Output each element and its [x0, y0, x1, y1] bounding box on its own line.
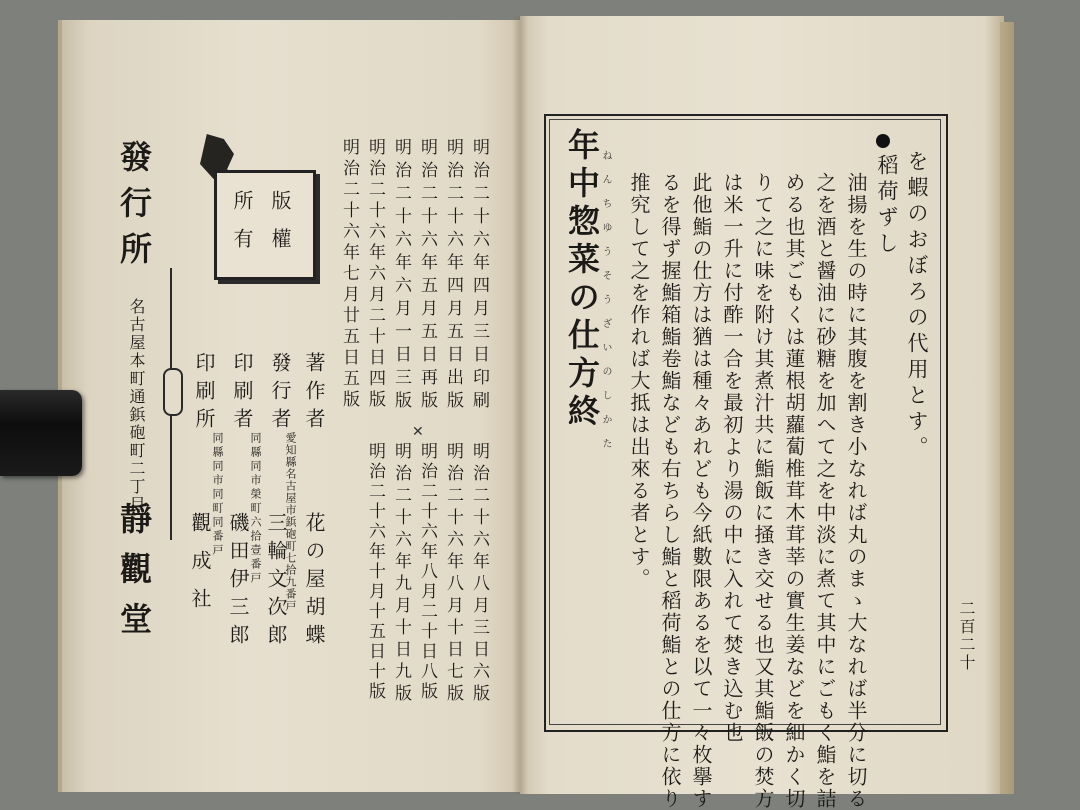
date-top-6: 明治二十六年七月廿五日五版 — [339, 138, 359, 411]
date-bottom-1: 明治二十六年八月三日六版 — [469, 442, 489, 706]
end-title: 年中惣菜の仕方終 — [563, 128, 601, 432]
bullet-icon — [876, 134, 890, 148]
rule-ornament — [163, 368, 183, 416]
publisher-label: 發行所 — [115, 140, 153, 278]
body-column-6: りて之に味を附け其煮汁共に鮨飯に掻き交せる也又其鮨飯の焚方 — [751, 172, 775, 810]
page-edge — [1000, 22, 1014, 794]
credit-author-name: 花の屋胡蝶 — [302, 512, 326, 652]
credit-printer-name: 磯田伊三郎 — [226, 512, 250, 652]
date-bottom-3: 明治二十六年八月二十日八版 — [417, 442, 437, 702]
body-column-4: 之を酒と醤油に砂糖を加へて之を中淡に煮て其中にごもく鮨を詰 — [813, 172, 837, 810]
body-column-5: める也其ごもくは蓮根胡蘿蔔椎茸木茸莘の實生姜などを細かく切 — [782, 172, 806, 810]
date-top-3: 明治二十六年五月五日再版 — [417, 138, 437, 414]
date-bottom-4: 明治二十六年九月十日九版 — [391, 442, 411, 706]
credit-publisher-role: 發行者 — [268, 352, 292, 436]
credit-printer-detail: 同縣同市榮町六拾壹番戸 — [249, 432, 262, 586]
publisher-name: 靜觀堂 — [115, 502, 153, 652]
credit-publisher-name: 三輪文次郎 — [264, 512, 288, 652]
date-bottom-5: 明治二十六年十月十五日十版 — [365, 442, 385, 702]
binder-clip — [0, 390, 82, 476]
credit-press-role: 印刷所 — [192, 352, 216, 436]
credit-press-name: 觀成社 — [188, 512, 212, 626]
end-title-ruby: ねんちゆうそうざいのしかた — [600, 150, 611, 462]
ornament-mark: ✕ — [412, 424, 424, 440]
date-top-2: 明治二十六年四月五日出版 — [443, 138, 463, 414]
credit-author-role: 著作者 — [302, 352, 326, 436]
body-column-10: 推究して之を作れば大抵は出來る者とす。 — [627, 172, 651, 590]
credit-press-detail: 同縣同市同町同番戸 — [211, 432, 224, 558]
date-bottom-2: 明治二十六年八月十日七版 — [443, 442, 463, 706]
book-gutter — [512, 16, 528, 794]
credit-printer-role: 印刷者 — [230, 352, 254, 436]
body-column-7: は米一升に付酢一合を最初より湯の中に入れて焚き込む也 — [720, 172, 744, 744]
seal-text-left: 所有 — [230, 190, 254, 266]
date-top-5: 明治二十六年六月二十日四版 — [365, 138, 385, 411]
publisher-address: 名古屋本町通鋲砲町二丁目 — [127, 298, 146, 514]
seal-text-right: 版權 — [268, 190, 292, 266]
body-column-1: を蝦のおぼろの代用とす。 — [905, 150, 929, 462]
date-top-4: 明治二十六年六月一日三版 — [391, 138, 411, 414]
credit-publisher-detail: 愛知縣名古屋市鋲砲町七拾九番戸 — [284, 432, 297, 612]
body-column-3: 油揚を生の時に其腹を割き小なれば丸のまゝ大なれば半分に切る — [844, 172, 868, 810]
body-column-8: 此他鮨の仕方は猶は種々あれども今紙數限あるを以て一々枚擧す — [689, 172, 713, 810]
page-number: 二百二十 — [957, 600, 976, 672]
date-top-1: 明治二十六年四月三日印刷 — [469, 138, 489, 414]
body-column-2: 稻荷ずし — [875, 154, 899, 258]
body-column-9: るを得ず握鮨箱鮨卷鮨なども右ちらし鮨と稻荷鮨との仕方に依り — [658, 172, 682, 810]
